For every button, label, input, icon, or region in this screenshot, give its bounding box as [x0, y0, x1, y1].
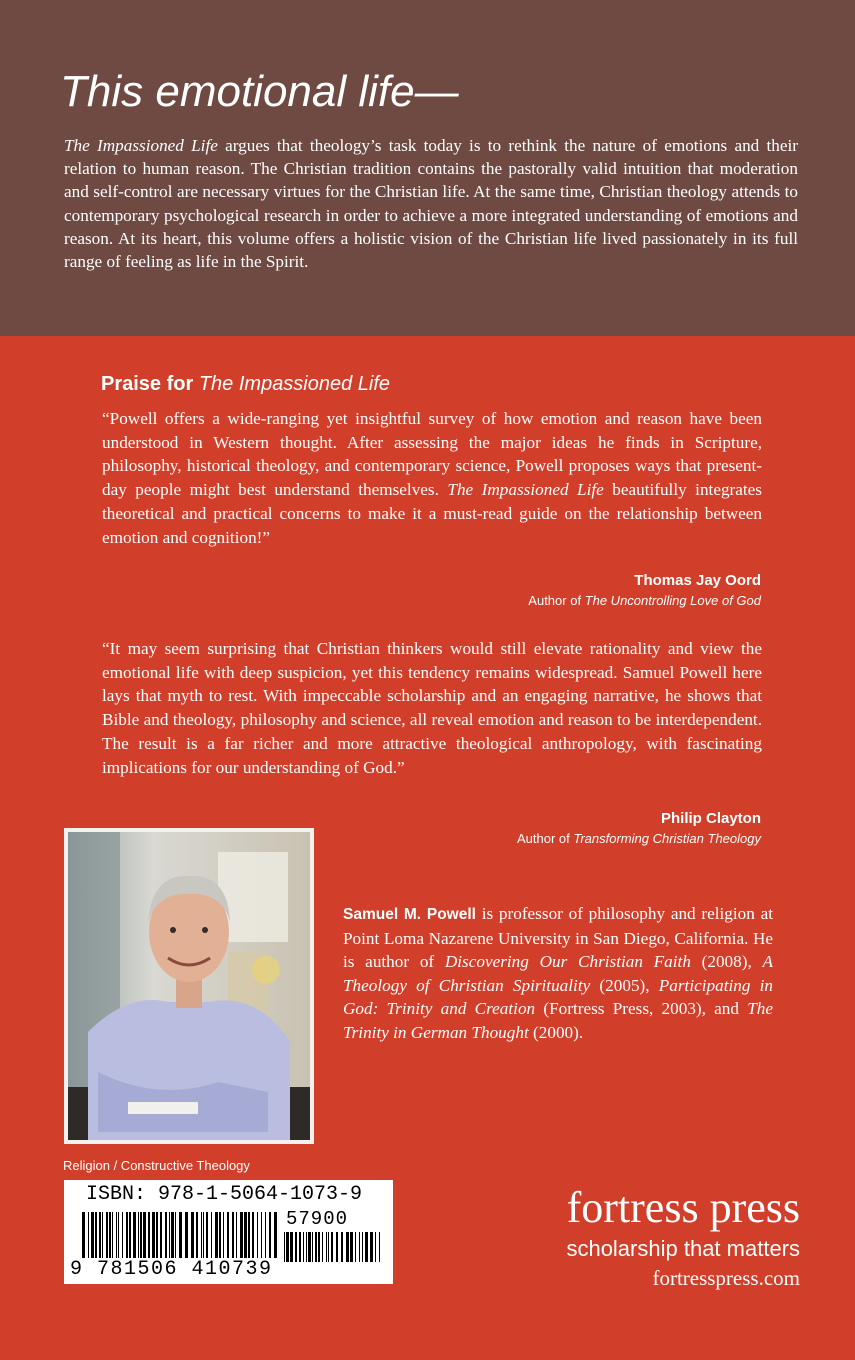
quote-oord-text-b: beautifully integrates theoretical and practical concerns to make it a must-read guide on the relationship between emotion and cognition!” — [102, 480, 762, 547]
barcode-bar — [303, 1232, 304, 1262]
attribution-oord — [528, 571, 761, 610]
bio-text: is professor of philosophy and religion at Point Loma Nazarene University in San Diego, California. He is author of — [343, 904, 773, 971]
attribution-role-title: Transforming Christian Theology — [573, 831, 761, 846]
author-photo — [64, 828, 314, 1144]
barcode-bar — [227, 1212, 229, 1258]
barcode-bar — [257, 1212, 258, 1258]
barcode-bar — [156, 1212, 158, 1258]
attribution-role-prefix: Author of — [517, 831, 574, 846]
barcode-bar — [203, 1212, 204, 1258]
barcode-bar — [318, 1232, 320, 1262]
bio-book-title: Discovering Our Christian Faith — [444, 952, 691, 971]
barcode-bar — [95, 1212, 97, 1258]
attribution-role — [528, 591, 761, 610]
praise-heading-prefix: Praise for — [101, 373, 199, 395]
bio-book-title: A Theology of Christian Spirituality — [343, 952, 773, 995]
isbn-barcode — [64, 1180, 393, 1284]
barcode-bar — [326, 1232, 327, 1262]
barcode-bar — [106, 1212, 108, 1258]
blurb-text: argues that theology’s task today is to rethink the nature of emotions and their relation to human reason. The Christian tradition contains the pastorally valid intuition that moderation and self-control are necessary virtues for the Christian life. At the same time, Christian theology attends to contemporary psychological research in order to achieve a more integrated understanding of emotions and reason. At its heart, this volume offers a holistic vision of the Christian life lived passionately in its full range of feeling as life in the Spirit. — [64, 136, 798, 272]
barcode-bar — [261, 1212, 262, 1258]
barcode-bar — [112, 1212, 113, 1258]
barcode-bar — [140, 1212, 142, 1258]
bio-book-title: Participating in God: Trinity and Creation — [343, 975, 773, 1018]
barcode-bar — [365, 1232, 368, 1262]
barcode-bar — [223, 1212, 224, 1258]
barcode-bar — [359, 1232, 360, 1262]
addon-barcode-bars — [284, 1232, 382, 1262]
barcode-bar — [265, 1212, 266, 1258]
quote-oord-title: The Impassioned Life — [447, 480, 604, 500]
bio-book-title: The Trinity in German Thought — [343, 999, 773, 1042]
bio-text: (2008), — [690, 952, 763, 971]
attribution-role-title: The Uncontrolling Love of God — [584, 593, 761, 608]
barcode-bar — [269, 1212, 271, 1258]
bio-name: Samuel M. Powell — [343, 906, 476, 923]
barcode-bar — [274, 1212, 277, 1258]
isbn-label: ISBN: 978-1-5064-1073-9 — [86, 1183, 363, 1206]
barcode-bar — [312, 1232, 313, 1262]
barcode-bar — [219, 1212, 221, 1258]
barcode-bar — [295, 1232, 297, 1262]
publisher-name: fortress press — [566, 1183, 800, 1232]
barcode-bar — [133, 1212, 136, 1258]
barcode-bar — [102, 1212, 103, 1258]
barcode-bar — [143, 1212, 146, 1258]
barcode-bar — [160, 1212, 162, 1258]
barcode-bar — [165, 1212, 167, 1258]
barcode-bar — [350, 1232, 353, 1262]
barcode-bar — [152, 1212, 155, 1258]
attribution-name: Thomas Jay Oord — [634, 572, 761, 589]
barcode-bar — [375, 1232, 376, 1262]
author-portrait-illustration — [68, 832, 310, 1140]
quote-oord-text-a: “Powell offers a wide-ranging yet insightful survey of how emotion and reason have been understood in Western thought. After assessing the major ideas he finds in Scripture, philosophy, historical theology, and contemporary science, Powell proposes ways that present-day people might best understand themselves. — [102, 409, 762, 500]
barcode-bar — [336, 1232, 338, 1262]
barcode-bar — [206, 1212, 208, 1258]
barcode-bar — [201, 1212, 202, 1258]
barcode-bar — [148, 1212, 150, 1258]
attribution-role-prefix: Author of — [528, 593, 585, 608]
bio-text: (2000). — [528, 1022, 584, 1042]
barcode-bar — [196, 1212, 198, 1258]
barcode-bar — [236, 1212, 237, 1258]
barcode-bar — [118, 1212, 119, 1258]
barcode-bar — [138, 1212, 139, 1258]
barcode-bar — [169, 1212, 170, 1258]
barcode-bar — [171, 1212, 174, 1258]
barcode-bar — [308, 1232, 311, 1262]
publisher-block — [566, 1182, 800, 1292]
barcode-bar — [232, 1212, 234, 1258]
headline: This emotional life— — [60, 67, 459, 116]
barcode-bar — [116, 1212, 117, 1258]
barcode-bar — [252, 1212, 254, 1258]
praise-heading — [101, 370, 390, 398]
bio-text: (Fortress Press, 2003), and — [535, 999, 748, 1018]
barcode-bar — [322, 1232, 323, 1262]
barcode-bar — [355, 1232, 356, 1262]
barcode-bar — [284, 1232, 285, 1262]
barcode-bar — [328, 1232, 329, 1262]
barcode-bar — [362, 1232, 363, 1262]
barcode-bar — [99, 1212, 101, 1258]
barcode-bar — [122, 1212, 123, 1258]
quote-oord — [102, 407, 762, 549]
barcode-bar — [179, 1212, 182, 1258]
ean-digits: 9 781506 410739 — [70, 1258, 273, 1281]
barcode-bar — [370, 1232, 373, 1262]
barcode-bar — [191, 1212, 194, 1258]
barcode-bar — [315, 1232, 317, 1262]
barcode-bar — [211, 1212, 212, 1258]
attribution-name: Philip Clayton — [660, 810, 761, 827]
barcode-bar — [175, 1212, 176, 1258]
barcode-bar — [91, 1212, 94, 1258]
barcode-bar — [331, 1232, 333, 1262]
author-bio — [343, 902, 773, 1044]
barcode-bar — [379, 1232, 380, 1262]
barcode-bar — [341, 1232, 343, 1262]
barcode-bar — [215, 1212, 218, 1258]
barcode-bar — [290, 1232, 293, 1262]
barcode-bar — [88, 1212, 89, 1258]
addon-digits: 57900 — [286, 1208, 349, 1230]
attribution-clayton — [517, 809, 761, 848]
barcode-bar — [82, 1212, 85, 1258]
quote-clayton: “It may seem surprising that Christian thinkers would still elevate rationality and view the emotional life with deep suspicion, yet this tendency remains widespread. Samuel Powell here lays that myth to rest. With impeccable scholarship and an engaging narrative, he shows that Bible and theology, philosophy and science, all reveal emotion and reason to be interdependent. The result is a far richer and more attractive theological anthropology, with fascinating implications for our understanding of God.” — [102, 639, 762, 777]
blurb — [64, 134, 798, 273]
barcode-bar — [244, 1212, 247, 1258]
barcode-bar — [126, 1212, 128, 1258]
blurb-title: The Impassioned Life — [64, 136, 218, 155]
barcode-bar — [129, 1212, 131, 1258]
barcode-bar — [109, 1212, 111, 1258]
publisher-url: fortresspress.com — [652, 1266, 800, 1290]
barcode-bar — [185, 1212, 188, 1258]
barcode-bar — [286, 1232, 289, 1262]
category-label: Religion / Constructive Theology — [63, 1158, 250, 1173]
barcode-bar — [346, 1232, 349, 1262]
barcode-bar — [240, 1212, 243, 1258]
barcode-bar — [306, 1232, 307, 1262]
bio-text: (2005), — [590, 975, 659, 995]
publisher-tagline: scholarship that matters — [566, 1236, 800, 1261]
praise-heading-title: The Impassioned Life — [198, 373, 391, 395]
barcode-bar — [248, 1212, 250, 1258]
attribution-role — [517, 829, 761, 848]
barcode-bar — [299, 1232, 301, 1262]
